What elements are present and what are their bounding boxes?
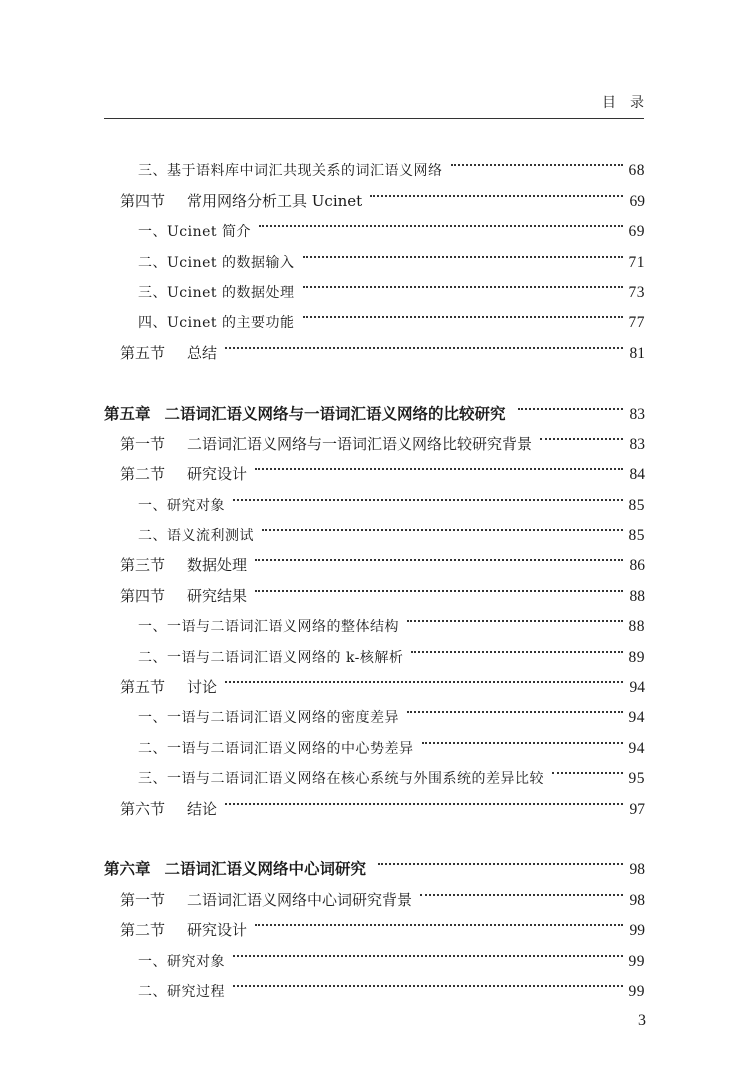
toc-entry-title: 研究设计 bbox=[187, 921, 248, 940]
toc-entry-title: 常用网络分析工具 Ucinet bbox=[187, 191, 363, 210]
toc-entry-number: 第四节 bbox=[120, 191, 166, 210]
toc-entry-page: 99 bbox=[629, 922, 645, 940]
dot-leader bbox=[233, 935, 623, 965]
dot-leader bbox=[225, 327, 623, 357]
dot-leader bbox=[378, 844, 623, 874]
dot-leader bbox=[233, 479, 623, 509]
toc-entry-number: 第一节 bbox=[120, 434, 166, 453]
dot-leader bbox=[420, 874, 623, 904]
toc-entry-page: 95 bbox=[628, 770, 645, 788]
toc-entry-subsection[interactable] bbox=[104, 601, 645, 636]
toc-entry-title: 三、基于语料库中词汇共现关系的词汇语义网络 bbox=[138, 163, 443, 180]
dot-leader bbox=[540, 419, 623, 449]
dot-leader bbox=[255, 570, 623, 600]
dot-leader bbox=[407, 601, 623, 631]
toc-entry-page: 94 bbox=[628, 739, 645, 757]
toc-entry-title: 讨论 bbox=[187, 678, 218, 697]
toc-entry-page: 86 bbox=[629, 557, 645, 575]
toc-entry-page: 98 bbox=[629, 861, 645, 879]
running-head-title: 目录 bbox=[602, 95, 658, 111]
dot-leader bbox=[370, 175, 623, 205]
dot-leader bbox=[255, 449, 623, 479]
dot-leader bbox=[255, 905, 623, 935]
toc-entry-title: 研究设计 bbox=[187, 465, 248, 484]
toc-entry-title: 二、语义流利测试 bbox=[138, 528, 254, 545]
toc-entry-number: 第四节 bbox=[120, 586, 166, 605]
toc-entry-page: 84 bbox=[629, 466, 645, 484]
toc-entry-page: 88 bbox=[628, 618, 645, 636]
dot-leader bbox=[407, 692, 623, 722]
toc-entry-title: 二语词汇语义网络与一语词汇语义网络比较研究背景 bbox=[187, 434, 533, 453]
toc-entry-number: 第六节 bbox=[120, 799, 166, 818]
toc-entry-title: 二、研究过程 bbox=[138, 983, 225, 1000]
toc-entry-title: 研究结果 bbox=[187, 586, 248, 605]
dot-leader bbox=[225, 783, 623, 813]
toc-entry-page: 99 bbox=[628, 982, 645, 1000]
toc-entry-title: 一、Ucinet 简介 bbox=[138, 224, 251, 241]
dot-leader bbox=[451, 145, 624, 175]
toc-entry-page: 69 bbox=[628, 223, 645, 241]
toc-entry-title: 三、一语与二语词汇语义网络在核心系统与外围系统的差异比较 bbox=[138, 771, 544, 788]
toc-entry-section[interactable] bbox=[104, 905, 645, 940]
toc-entry-page: 94 bbox=[628, 709, 645, 727]
toc-entry-title: 二、一语与二语词汇语义网络的 k-核解析 bbox=[138, 649, 404, 666]
toc-entry-chapter[interactable] bbox=[104, 388, 645, 423]
toc-entry-title: 结论 bbox=[187, 799, 218, 818]
toc-entry-title: 三、Ucinet 的数据处理 bbox=[138, 284, 295, 301]
toc-entry-subsection[interactable] bbox=[104, 206, 645, 241]
toc-entry-title: 二、Ucinet 的数据输入 bbox=[138, 254, 295, 271]
toc-entry-page: 98 bbox=[629, 891, 645, 909]
toc-entry-title: 一、一语与二语词汇语义网络的整体结构 bbox=[138, 619, 399, 636]
toc-entry-number: 第六章 bbox=[104, 859, 151, 879]
toc-entry-title: 数据处理 bbox=[187, 556, 248, 575]
toc-entry-title: 一、研究对象 bbox=[138, 497, 225, 514]
toc-entry-section[interactable] bbox=[104, 449, 645, 484]
toc-entry-page: 71 bbox=[628, 253, 645, 271]
toc-entry-page: 83 bbox=[629, 435, 645, 453]
toc-entry-page: 69 bbox=[629, 192, 645, 210]
running-head bbox=[104, 92, 658, 119]
toc-entry-subsection[interactable] bbox=[104, 145, 645, 180]
toc-entry-title: 二、一语与二语词汇语义网络的中心势差异 bbox=[138, 740, 414, 757]
toc-entry-page: 77 bbox=[628, 314, 645, 332]
toc-entry-title: 二语词汇语义网络中心词研究背景 bbox=[187, 890, 413, 909]
dot-leader bbox=[303, 267, 624, 297]
toc-entry-number: 第五章 bbox=[104, 403, 151, 423]
dot-leader bbox=[255, 540, 623, 570]
toc-entry-page: 88 bbox=[629, 587, 645, 605]
toc-entry-number: 第二节 bbox=[120, 921, 166, 940]
toc-entry-number: 第五节 bbox=[120, 678, 166, 697]
toc-entry-subsection[interactable] bbox=[104, 479, 645, 514]
toc-entry-title: 四、Ucinet 的主要功能 bbox=[138, 315, 295, 332]
toc-entry-page: 85 bbox=[628, 527, 645, 545]
toc-entry-section[interactable] bbox=[104, 570, 645, 605]
toc-entry-title: 总结 bbox=[187, 343, 218, 362]
toc-entry-page: 83 bbox=[629, 405, 645, 423]
dot-leader bbox=[262, 510, 623, 540]
dot-leader bbox=[233, 966, 623, 996]
dot-leader bbox=[259, 206, 623, 236]
toc-entry-title: 二语词汇语义网络与一语词汇语义网络的比较研究 bbox=[164, 403, 506, 423]
toc-entry-subsection[interactable] bbox=[104, 935, 645, 970]
dot-leader bbox=[518, 388, 623, 418]
toc-entry-page: 94 bbox=[629, 679, 645, 697]
dot-leader bbox=[225, 662, 623, 692]
dot-leader bbox=[552, 753, 623, 783]
toc-entry-number: 第五节 bbox=[120, 343, 166, 362]
toc-entry-title: 一、一语与二语词汇语义网络的密度差异 bbox=[138, 710, 399, 727]
dot-leader bbox=[303, 297, 624, 327]
dot-leader bbox=[422, 722, 624, 752]
toc-entry-subsection[interactable] bbox=[104, 692, 645, 727]
toc-entry-number: 第三节 bbox=[120, 556, 166, 575]
toc-entry-page: 97 bbox=[629, 800, 645, 818]
section-spacer bbox=[104, 814, 645, 844]
toc-entry-title: 二语词汇语义网络中心词研究 bbox=[164, 859, 367, 879]
toc-entry-chapter[interactable] bbox=[104, 844, 645, 879]
dot-leader bbox=[411, 631, 623, 661]
section-spacer bbox=[104, 358, 645, 388]
toc-entry-number: 第二节 bbox=[120, 465, 166, 484]
toc-entry-number: 第一节 bbox=[120, 890, 166, 909]
table-of-contents bbox=[104, 145, 645, 1000]
toc-entry-page: 68 bbox=[628, 162, 645, 180]
toc-entry-page: 81 bbox=[629, 344, 645, 362]
toc-entry-page: 99 bbox=[628, 952, 645, 970]
toc-entry-page: 89 bbox=[628, 648, 645, 666]
toc-entry-page: 73 bbox=[628, 283, 645, 301]
page-number: 3 bbox=[638, 1012, 646, 1029]
toc-entry-title: 一、研究对象 bbox=[138, 953, 225, 970]
toc-entry-page: 85 bbox=[628, 496, 645, 514]
dot-leader bbox=[303, 236, 624, 266]
